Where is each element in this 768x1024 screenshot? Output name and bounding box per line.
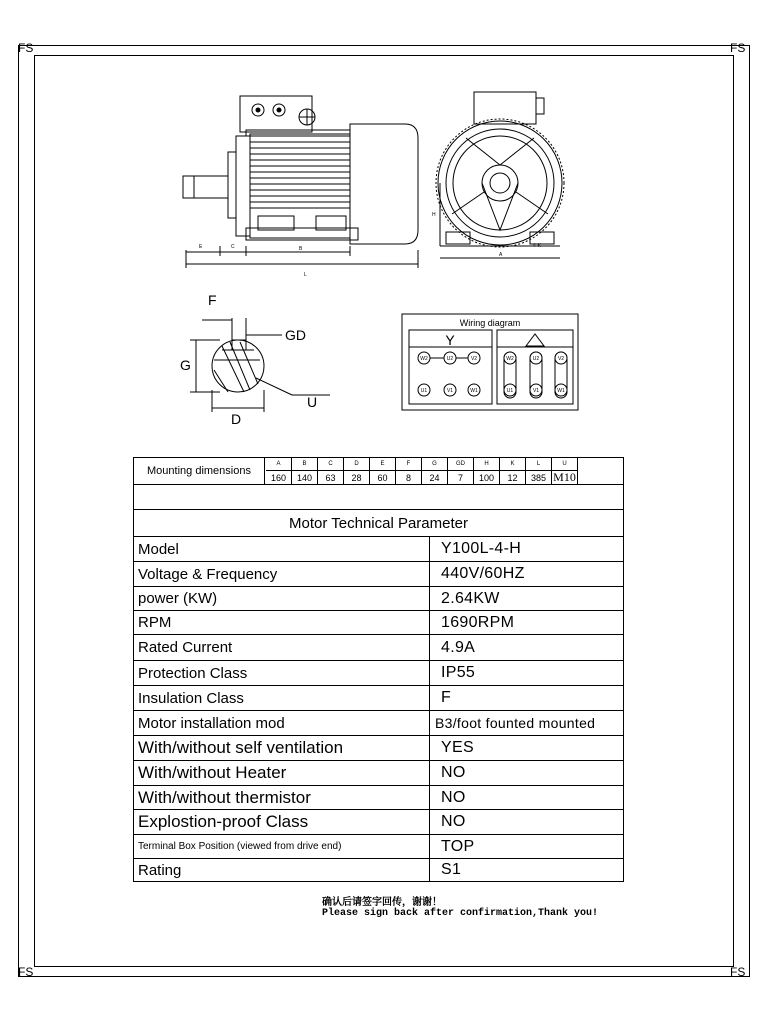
table-row xyxy=(134,761,623,786)
param-value: 2.64KW xyxy=(441,589,500,607)
mount-value: M10 xyxy=(553,470,576,484)
param-key: Rated Current xyxy=(134,635,430,660)
mount-header: H xyxy=(474,458,499,471)
mount-value: 7 xyxy=(457,472,463,483)
terminal-label: V2 xyxy=(557,356,565,362)
param-key: Motor installation mod xyxy=(134,711,430,735)
mount-header: E xyxy=(370,458,395,471)
param-value: NO xyxy=(441,813,466,830)
param-value: 4.9A xyxy=(441,638,476,656)
mount-header: GD xyxy=(448,458,473,471)
terminal-label: W1 xyxy=(470,388,478,394)
shaft-label-u: U xyxy=(307,394,318,410)
mount-header: D xyxy=(344,458,369,471)
corner-mark-br: FS xyxy=(730,965,746,979)
table-row xyxy=(134,537,623,562)
mount-value: 60 xyxy=(377,472,388,483)
param-key: Explostion-proof Class xyxy=(134,810,430,834)
mount-value: 160 xyxy=(270,472,287,483)
param-key: power (KW) xyxy=(134,587,430,610)
mount-value: 63 xyxy=(325,472,336,483)
dim-label-b: B xyxy=(299,246,303,252)
wiring-title: Wiring diagram xyxy=(459,318,521,328)
table-row xyxy=(134,635,623,661)
mount-header: C xyxy=(318,458,343,471)
dim-label-l: L xyxy=(304,272,307,278)
table-row xyxy=(134,562,623,587)
note-english: Please sign back after confirmation,Thank you! xyxy=(322,908,599,919)
mount-value: 100 xyxy=(478,472,495,483)
mount-value: 12 xyxy=(507,472,518,483)
mount-header: U xyxy=(552,458,577,471)
shaft-label-g: G xyxy=(180,357,191,373)
motor-end-view xyxy=(436,92,564,258)
star-symbol: Y xyxy=(445,332,455,348)
note-chinese: 确认后请签字回传，谢谢！ xyxy=(322,898,442,909)
terminal-label: V1 xyxy=(446,388,454,394)
param-key: With/without self ventilation xyxy=(134,736,430,760)
mounting-columns xyxy=(266,458,578,484)
param-key: RPM xyxy=(134,611,430,634)
table-row xyxy=(134,587,623,611)
dim-label-k: 4-K xyxy=(533,243,541,249)
param-value: F xyxy=(441,689,452,706)
param-value: 1690RPM xyxy=(441,613,515,631)
param-value: TOP xyxy=(441,837,475,855)
param-key: Model xyxy=(134,537,430,561)
param-value: IP55 xyxy=(441,664,476,681)
parameter-table-title: Motor Technical Parameter xyxy=(134,510,623,537)
mounting-dimensions-table xyxy=(133,457,624,485)
terminal-label: U2 xyxy=(446,356,454,362)
terminal-label: U1 xyxy=(506,388,514,394)
mount-header: G xyxy=(422,458,447,471)
dim-label-h: H xyxy=(432,212,436,218)
table-row xyxy=(134,736,623,761)
param-value: NO xyxy=(441,788,466,806)
shaft-label-gd: GD xyxy=(285,327,306,343)
terminal-label: U2 xyxy=(532,356,540,362)
dim-label-c: C xyxy=(231,244,235,250)
dim-label-a: A xyxy=(499,252,503,258)
param-value: Y100L-4-H xyxy=(441,540,522,557)
table-row xyxy=(134,611,623,635)
mount-value: 140 xyxy=(296,472,313,483)
mount-header: L xyxy=(526,458,551,471)
table-row xyxy=(134,711,623,736)
terminal-label: W2 xyxy=(506,356,514,362)
param-value: YES xyxy=(441,739,474,756)
table-row xyxy=(134,786,623,810)
corner-mark-tr: FS xyxy=(730,41,746,55)
shaft-label-f: F xyxy=(208,292,217,308)
mount-value: 24 xyxy=(429,472,440,483)
param-key: Voltage & Frequency xyxy=(134,562,430,586)
cooling-fins xyxy=(250,142,350,208)
param-value: B3/foot founted mounted xyxy=(435,715,596,731)
param-value: NO xyxy=(441,764,466,781)
motor-drawing xyxy=(0,0,768,460)
param-value: 440V/60HZ xyxy=(441,565,525,582)
table-row xyxy=(134,686,623,711)
terminal-label: U1 xyxy=(420,388,428,394)
param-key: Terminal Box Position (viewed from drive end) xyxy=(134,835,430,858)
motor-side-view xyxy=(183,96,418,268)
mount-header: A xyxy=(266,458,291,471)
mount-value: 8 xyxy=(405,472,411,483)
mount-header: F xyxy=(396,458,421,471)
param-key: Protection Class xyxy=(134,661,430,685)
dim-label-e: E xyxy=(199,244,203,250)
mount-value: 28 xyxy=(351,472,362,483)
blank-row xyxy=(133,484,624,510)
param-key: Insulation Class xyxy=(134,686,430,710)
param-key: With/without Heater xyxy=(134,761,430,785)
terminal-label: V1 xyxy=(532,388,540,394)
corner-mark-tl: FS xyxy=(18,41,34,55)
table-row xyxy=(134,661,623,686)
param-key: With/without thermistor xyxy=(134,786,430,809)
terminal-label: V2 xyxy=(470,356,478,362)
mount-header: K xyxy=(500,458,525,471)
terminal-label: W2 xyxy=(420,356,428,362)
table-row xyxy=(134,835,623,859)
mounting-dimensions-label: Mounting dimensions xyxy=(134,458,265,484)
terminal-label: W1 xyxy=(557,388,565,394)
param-value: S1 xyxy=(441,861,462,878)
shaft-label-d: D xyxy=(231,411,242,427)
mount-value: 385 xyxy=(530,472,547,483)
param-key: Rating xyxy=(134,859,430,881)
mount-header: B xyxy=(292,458,317,471)
corner-mark-bl: FS xyxy=(18,965,34,979)
table-row xyxy=(134,859,623,881)
table-row xyxy=(134,810,623,835)
parameter-table xyxy=(133,509,624,882)
